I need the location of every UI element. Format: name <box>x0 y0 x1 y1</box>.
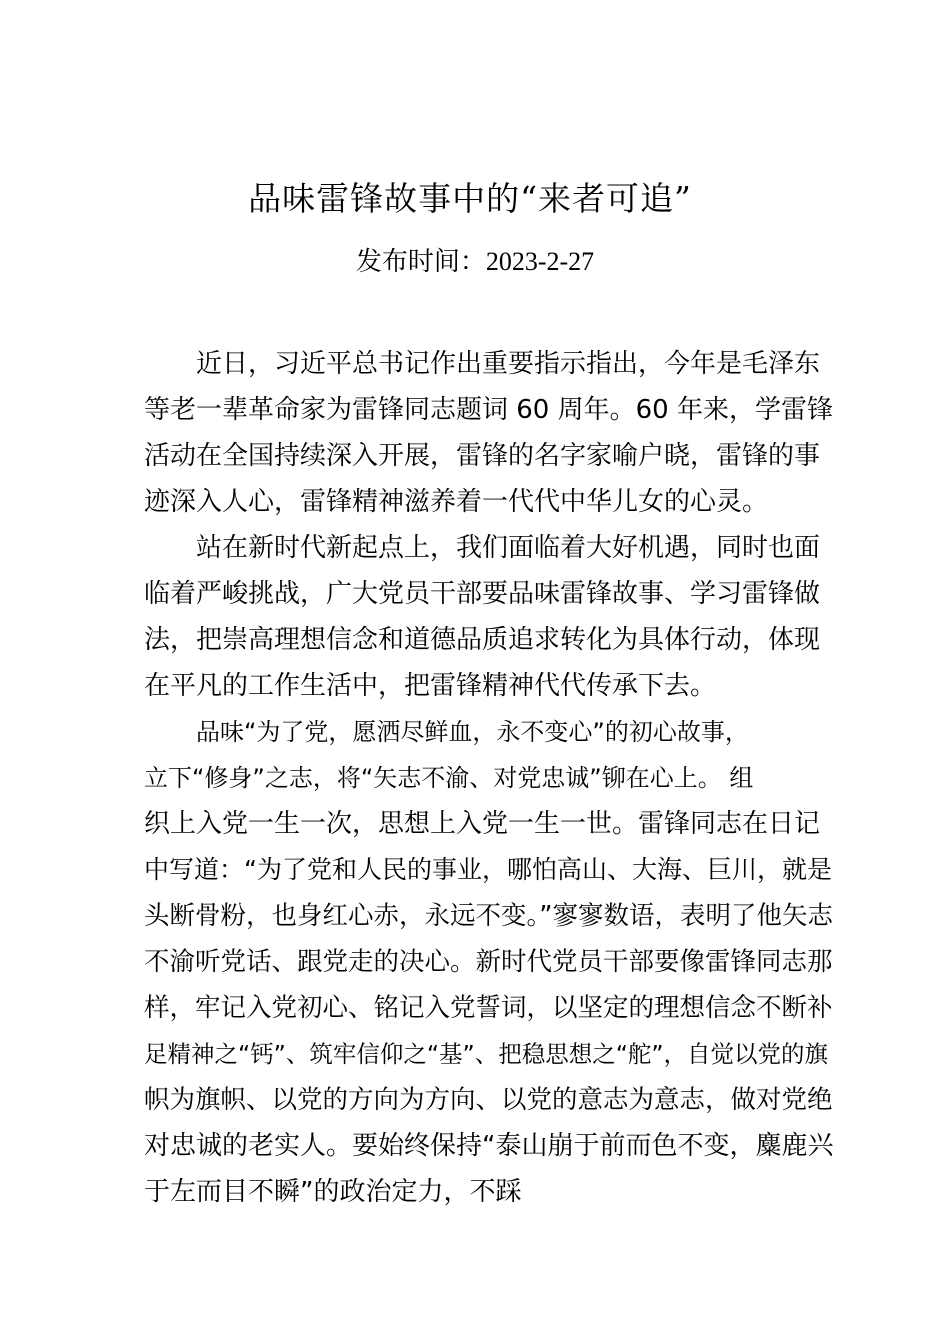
text-line: 站在新时代新起点上，我们面临着大好机遇，同时也面 <box>196 533 821 563</box>
text-line: 织上入党一生一次，思想上入党一生一世。雷锋同志在日记 <box>144 809 821 839</box>
publish-date-label: 发布时间： <box>355 247 486 277</box>
publish-date-value: 2023-2-27 <box>485 247 595 276</box>
text-line: 法，把崇高理想信念和道德品质追求转化为具体行动，体现 <box>144 625 821 655</box>
publish-date <box>0 242 950 282</box>
text-line: 立下“修身”之志，将“矢志不渝、对党忠诚”铆在心上。 组 <box>144 764 754 792</box>
text-line: 于左而目不瞬”的政治定力，不踩 <box>144 1177 522 1207</box>
text-line: 近日，习近平总书记作出重要指示指出，今年是毛泽东 <box>196 349 821 379</box>
text-line: 帜为旗帜、以党的方向为方向、以党的意志为意志，做对党绝 <box>144 1085 833 1115</box>
text-line: 活动在全国持续深入开展，雷锋的名字家喻户晓，雷锋的事 <box>144 441 821 471</box>
article-body <box>144 341 834 1215</box>
text-line: 不渝听党话、跟党走的决心。新时代党员干部要像雷锋同志那 <box>144 947 833 977</box>
text-line: 在平凡的工作生活中，把雷锋精神代代传承下去。 <box>144 671 717 701</box>
text-line: 中写道：“为了党和人民的事业，哪怕高山、大海、巨川，就是 <box>144 855 832 884</box>
text-line: 头断骨粉，也身红心赤，永远不变。”寥寥数语，表明了他矢志 <box>144 901 833 931</box>
text-line: 临着严峻挑战，广大党员干部要品味雷锋故事、学习雷锋做 <box>144 579 821 609</box>
text-line: 对忠诚的老实人。要始终保持“泰山崩于前而色不变，麋鹿兴 <box>144 1131 834 1161</box>
text-line: 等老一辈革命家为雷锋同志题词 60 周年。60 年来，学雷锋 <box>144 395 833 425</box>
text-line: 品味“为了党，愿洒尽鲜血，永不变心”的初心故事， <box>196 718 749 746</box>
document-title: 品味雷锋故事中的“来者可追” <box>248 179 692 218</box>
text-line: 足精神之“钙”、筑牢信仰之“基”、把稳思想之“舵”，自觉以党的旗 <box>144 1040 829 1068</box>
text-line: 迹深入人心，雷锋精神滋养着一代代中华儿女的心灵。 <box>144 487 769 517</box>
text-line: 样，牢记入党初心、铭记入党誓词，以坚定的理想信念不断补 <box>144 993 833 1023</box>
